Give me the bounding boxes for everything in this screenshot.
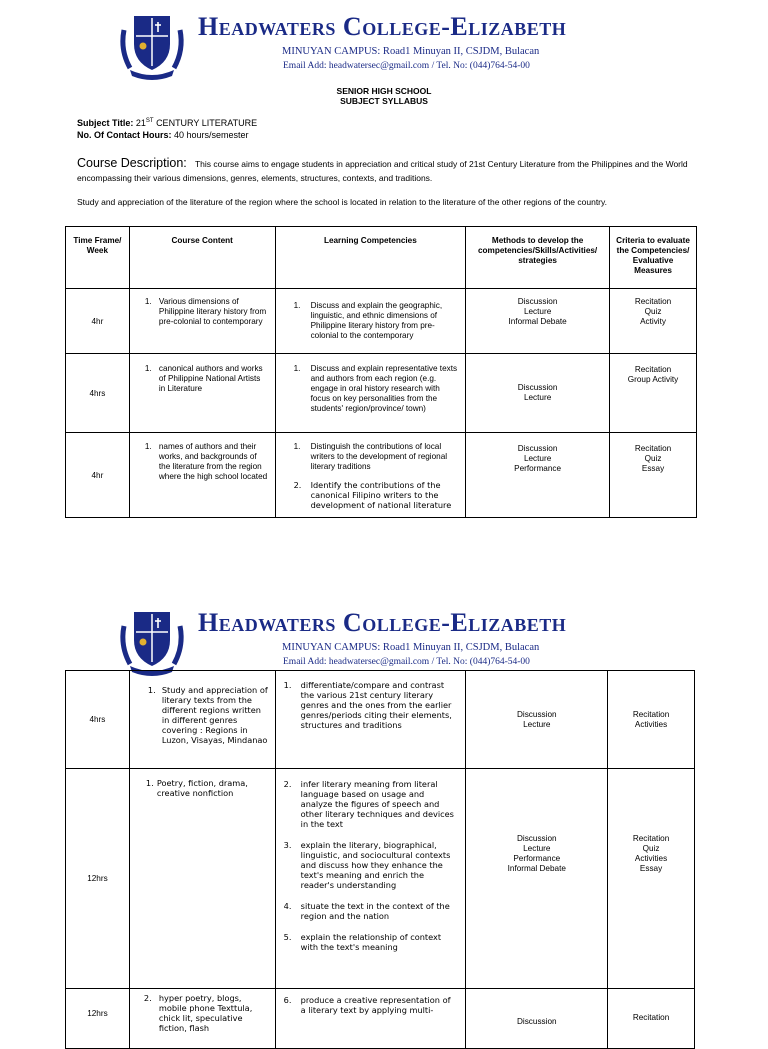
criteria-item: Essay [641,464,665,473]
methods-cell [466,354,610,433]
competency-cell [275,354,466,433]
criteria-item: Recitation [632,833,670,843]
content-cell [129,671,275,769]
content-cell [129,354,275,433]
criteria-item: Recitation [632,1013,670,1022]
list-item: 1. Discuss and explain representative texts and authors from each region (e.g. engage in oral history research with focus on key personalities from the students' region/province/ town) [293,364,458,413]
table-row [66,289,697,354]
method-item: Performance [513,853,561,863]
method-item: Discussion [516,833,557,843]
method-item: Informal Debate [507,863,566,873]
method-item: Discussion [517,297,558,306]
school-name: Headwaters College-Elizabeth [198,12,567,41]
course-description-label: Course Description: [77,156,187,170]
content-cell [129,289,275,354]
table-row [66,671,695,769]
methods-cell [466,433,610,518]
contact-hours [77,130,249,140]
list-item: 1. names of authors and their works, and backgrounds of the literature from the region where the high school located [144,442,268,481]
criteria-item: Recitation [634,297,672,306]
criteria-cell [610,289,697,354]
time-cell: 4hr [66,433,130,518]
method-item: Lecture [523,719,551,729]
criteria-item: Group Activity [627,375,679,384]
criteria-cell [608,989,695,1049]
criteria-item: Quiz [644,454,662,463]
criteria-item: Quiz [642,843,660,853]
list-item: 4. situate the text in the context of the region and the nation [283,901,450,921]
criteria-cell [608,769,695,989]
list-item: 2. hyper poetry, blogs, mobile phone Texttula, chick lit, speculative fiction, flash [143,993,253,1033]
list-item: 5. explain the relationship of context with the text's meaning [283,932,442,952]
subject-title-label: Subject Title: [77,118,134,128]
method-item: Lecture [523,307,552,316]
method-item: Discussion [517,444,558,453]
course-description-paragraph2: Study and appreciation of the literature of the region where the school is located in relation to the literature of the other regions of the country. [77,197,607,207]
contact-hours-label: No. Of Contact Hours: [77,130,172,140]
list-item: 1. Study and appreciation of literary texts from the different regions written in different genres covering : Regions in Luzon, Visayas, Mindanao [147,685,268,745]
header-course-content: Course Content [129,227,275,289]
table-row [66,433,697,518]
campus-address: MINUYAN CAMPUS: Road1 Minuyan II, CSJDM, Bulacan [282,46,540,57]
methods-cell [466,769,608,989]
method-item: Performance [514,464,562,473]
contact-hours-value: 40 hours/semester [174,130,249,140]
method-item: Discussion [517,383,558,392]
criteria-cell [610,354,697,433]
subject-title-sup: ST [145,118,154,124]
table-header-row [66,227,697,289]
header-methods: Methods to develop the competencies/Skills/Activities/ strategies [466,227,610,289]
campus-address: MINUYAN CAMPUS: Road1 Minuyan II, CSJDM, Bulacan [282,642,540,653]
header-criteria: Criteria to evaluate the Competencies/ Evaluative Measures [610,227,697,289]
method-item: Lecture [523,393,552,402]
list-item: 1. canonical authors and works of Philippine National Artists in Literature [144,364,263,393]
contact-info: Email Add: headwatersec@gmail.com / Tel. No: (044)764-54-00 [283,657,530,667]
list-item: 1. Distinguish the contributions of local writers to the development of regional literary traditions [293,442,448,471]
list-item: 3. explain the literary, biographical, linguistic, and sociocultural contexts and discuss how they enhance the text's meaning and enrich the reader's understanding [283,840,451,890]
competency-cell [275,289,466,354]
time-cell: 4hr [66,289,130,354]
senior-high-title: SENIOR HIGH SCHOOL [336,86,432,96]
list-item: 1. Various dimensions of Philippine literary history from pre-colonial to contemporary [144,297,267,326]
syllabus-table-page2 [65,670,695,1049]
criteria-item: Recitation [632,709,670,719]
page1-header [0,10,768,90]
table-row [66,354,697,433]
subject-title-value: CENTURY LITERATURE [156,118,258,128]
header-learning-competencies: Learning Competencies [275,227,466,289]
subject-title [77,118,257,128]
school-crest-icon [116,10,188,82]
time-cell: 4hrs [66,671,130,769]
list-item: 1. differentiate/compare and contrast the various 21st century literary genres and the ones from the earlier genres/periods citing their elements, structures and traditions [283,680,452,730]
criteria-cell [610,433,697,518]
time-cell: 12hrs [66,989,130,1049]
criteria-item: Activities [634,853,668,863]
method-item: Informal Debate [508,317,567,326]
list-item: 1. Poetry, fiction, drama, creative nonfiction [145,778,248,798]
method-item: Discussion [516,1017,557,1026]
criteria-item: Recitation [634,444,672,453]
methods-cell [466,671,608,769]
criteria-item: Quiz [644,307,662,316]
list-item: 2. Identify the contributions of the canonical Filipino writers to the development of national literature [293,480,452,510]
course-description [77,156,707,185]
time-cell: 4hrs [66,354,130,433]
criteria-cell [608,671,695,769]
content-cell [129,433,275,518]
method-item: Lecture [523,454,552,463]
methods-cell [466,289,610,354]
criteria-item: Activity [640,317,666,326]
table-row [66,769,695,989]
content-cell [129,989,275,1049]
subject-title-num: 21 [135,118,146,128]
method-item: Lecture [523,843,551,853]
course-description-text: This course aims to engage students in appreciation and critical study of 21st Century Literature from the Philippines and the World encompassing their various dimensions, genres, elements, structures, contexts, and traditions. [77,159,688,183]
header-time-frame: Time Frame/ Week [66,227,130,289]
syllabus-table-page1 [65,226,697,518]
method-item: Discussion [516,709,557,719]
list-item: 1. Discuss and explain the geographic, linguistic, and ethnic dimensions of Philippine literary history from pre-colonial to the contemporary [293,301,443,340]
criteria-item: Activities [634,719,668,729]
content-cell [129,769,275,989]
criteria-item: Essay [639,863,663,873]
list-item: 2. infer literary meaning from literal language based on usage and analyze the figures of speech and other literary techniques and devices in the text [283,779,454,829]
school-name: Headwaters College-Elizabeth [198,608,567,637]
competency-cell [275,671,466,769]
methods-cell [466,989,608,1049]
list-item: 6. produce a creative representation of a literary text by applying multi- [283,995,451,1015]
contact-info: Email Add: headwatersec@gmail.com / Tel. No: (044)764-54-00 [283,61,530,71]
time-cell: 12hrs [66,769,130,989]
table-row [66,989,695,1049]
competency-cell [275,433,466,518]
criteria-item: Recitation [634,365,672,374]
competency-cell [275,769,466,989]
competency-cell [275,989,466,1049]
school-crest-icon [116,606,188,678]
syllabus-title: SUBJECT SYLLABUS [340,96,428,106]
